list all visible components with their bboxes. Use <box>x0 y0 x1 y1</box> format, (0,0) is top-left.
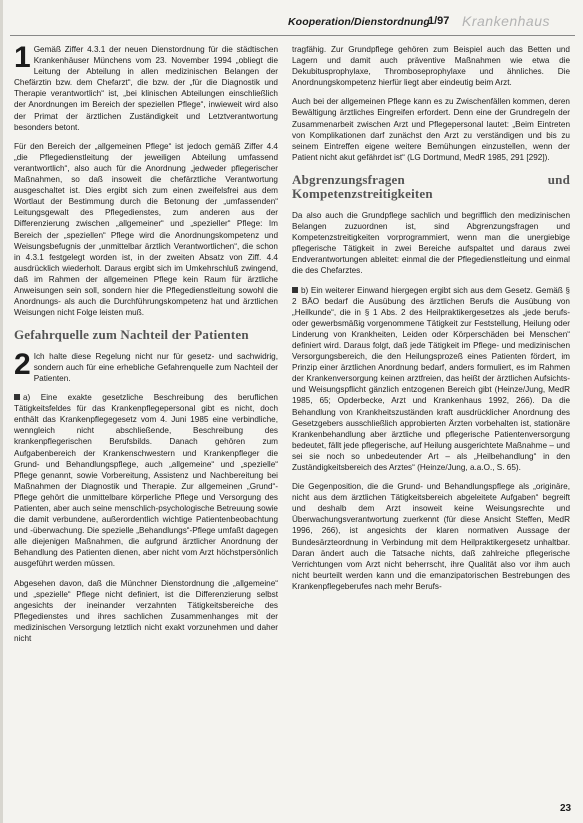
page-spine-shadow <box>0 0 3 823</box>
paragraph-text: a) Eine exakte gesetzliche Beschreibung des beruflichen Tätigkeitsfeldes für das Krankenpflegepersonal gibt es nicht, doch enthält das Krankenpflegegesetz vom 4. Juni 1985 eine verbindliche, wenngleich nicht abschließende, Beschreibung des krankenpflegerischen Berufsbilds. Danach gehören zum Aufgabenbereich der Krankenschwestern und Krankenpfleger die Grund- und Behandlungspflege, auch „allgemeine“ und „spezielle“ Pflege genannt, sowie Vorbereitung, Assistenz und Nachbereitung bei Maßnahmen der Diagnostik und Therapie. Zur allgemeinen „Grund“-Pflege gehört die unmittelbare körperliche Pflege und Versorgung des Patienten, aber auch seine menschlich-psychologische Betreuung sowie die damit verbundene, außerordentlich wichtige Patientenbeobachtung und -überwachung. Die spezielle „Behandlungs“-Pflege umfaßt dagegen alle diejenigen Maßnahmen, die aufgrund ärztlicher Anordnung der Behandlung des Patienten dienen, aber nicht vom Arzt höchstpersönlich ausgeführt werden müssen. <box>14 393 278 569</box>
square-bullet-icon <box>14 394 20 400</box>
paragraph <box>292 285 570 474</box>
left-column <box>14 41 278 652</box>
paragraph-text: Ich halte diese Regelung nicht nur für gesetz- und sachwidrig, sondern auch für eine erhebliche Gefahrenquelle zum Nachteil der Patienten. <box>33 351 278 383</box>
intro-paragraph <box>14 41 278 133</box>
header-journal-logo: Krankenhaus <box>462 13 551 29</box>
section-heading: Abgrenzungsfragen und Kompetenzstreitigkeiten <box>292 171 570 202</box>
drop-cap: 2 <box>14 347 31 381</box>
paragraph-text: b) Ein weiterer Einwand hiergegen ergibt sich aus dem Gesetz. Gemäß § 2 BÄO bedarf die Ausübung des ärztlichen Berufs die Ausübung von „Heilkunde“, die in § 1 Abs. 2 des Heilpraktikergesetzes als „jede berufs- oder gewerbsmäßig vorgenommene Tätigkeit zur Feststellung, Heilung oder Linderung von Krankheiten, Leiden oder Körperschäden bei Menschen“ definiert wird. Daraus folgt, daß jede Tätigkeit im Pflege- und medizinischen Versorgungsbereich, die den Heilungsprozeß eines Patienten fördert, im Prinzip einer ärztlichen Anordnung bedarf, anders formuliert, es im Rahmen der Krankenversorgung keinen arztfreien, das heißt der ärztlichen Aufsichts- und Weisungspflicht gänzlich entzogenen Bereich gibt (Heinze/Jung, MedR 1985, 65; Opderbecke, Arzt und Krankenhaus 1992, 266). Da die Behandlung von Krankheitszuständen kraft ausdrücklicher Anordnung des Gesetzgebers ausschließlich approbierten Ärzten vorbehalten ist, stationäre Krankenbehandlung aber ärztliche und pflegerische Patientenversorgung bedeutet, fällt jede pflegerische, auf Heilung ausgerichtete Maßnahme – und sei sie noch so unbedeutender Art – als „Heilbehandlung“ in den Zuständigkeitsbereich des Arztes“ (Heinze/Jung, a.a.O., S. 65). <box>292 285 570 472</box>
header-section-title: Kooperation/Dienstordnung <box>288 16 430 28</box>
paragraph: tragfähig. Zur Grundpflege gehören zum Beispiel auch das Betten und Lagern und damit auch präventive Maßnahmen wie etwa die Dekubitusprophylaxe, Thromboseprophylaxe und ähnliches. Die Anordnungskompetenz hierfür liegt aber eindeutig beim Arzt. <box>292 45 570 88</box>
square-bullet-icon <box>292 287 298 293</box>
right-column <box>292 44 570 600</box>
paragraph: Da also auch die Grundpflege sachlich und begrifflich den medizinischen Belangen zuzuordnen ist, sind Abgrenzungsfragen und Kompetenzstreitigkeiten vorprogrammiert, wenn man die unergiebige pflegerische Tätigkeit in zwei Bereiche aufspaltet und daraus zwei Endverantwortungen ableitet: einmal die der Pflegedienstleitung und einmal die des Chefarztes. <box>292 210 570 276</box>
paragraph <box>14 392 278 570</box>
section-heading: Gefahrquelle zum Nachteil der Patienten <box>14 327 249 343</box>
header-rule <box>10 35 575 36</box>
paragraph: Die Gegenposition, die die Grund- und Behandlungspflege als „originäre, nicht aus dem ärztlichen Tätigkeitsbereich abgeleitete Aufgaben“ begreift und deshalb dem Arzt insoweit keine Weisungsrechte und Überwachungsverantwortung zuerkennt (für diese Ansicht Steffen, MedR 1996, 266), ist angesichts der klaren normativen Aussage der Bundesärzteordnung in Verbindung mit dem Heilpraktikergesetz unhaltbar. Daran ändert auch die Tatsache nichts, daß zahlreiche pflegerische Verrichtungen vom Arzt nicht beherrscht, ihre Qualität also vor ihm auch nicht beurteilt werden kann und die emanzipatorischen Bestrebungen des Krankenpflegeberufes nach mehr Berufs- <box>292 482 570 591</box>
paragraph: Auch bei der allgemeinen Pflege kann es zu Zwischenfällen kommen, deren Bewältigung ärztliches Eingreifen erfordert. Denn eine der Grundregeln der Zusammenarbeit zwischen Arzt und Pflegepersonal lautet: „Beim Eintreten von Komplikationen darf zunächst den Arzt zu verständigen und bis zu seinem Eintreffen eigene weitere Bemühungen einzustellen, wenn der Patient nicht akut gefährdet ist“ (LG Dortmund, MedR 1985, 291 [292]). <box>292 97 570 162</box>
paragraph <box>14 347 278 384</box>
running-header <box>250 12 580 34</box>
paragraph: Abgesehen davon, daß die Münchner Dienstordnung die „allgemeine“ und „spezielle“ Pflege nicht definiert, ist die Differenzierung selbst angesichts der ineinander verzahnten Tätigkeitsbereiche des Pflegedienstes und ihres sachlichen Zusammenhanges mit der medizinischen Versorgung letztlich nicht exakt vorzunehmen und daher nicht <box>14 578 278 643</box>
header-issue-number: 1/97 <box>428 15 450 27</box>
drop-cap: 1 <box>14 41 31 74</box>
page-number: 23 <box>560 803 572 814</box>
paragraph: Für den Bereich der „allgemeinen Pflege“ ist jedoch gemäß Ziffer 4.4 „die Pflegedienstleitung der jeweiligen Abteilung umfassend verantwortlich“, also auch für die Anordnung „jedweder pflegerischer Maßnahmen, so daß insoweit die chefärztliche Verantwortung ausgeschaltet ist. Dies ergibt sich zum einen zweifelsfrei aus dem Wortlaut der Bestimmung durch die Betonung der „umfassenden“ Leitungsgewalt des Pflegedienstes, zum anderen aus der Differenzierung zwischen „allgemeiner“ und „spezieller“ Pflege: Im Bereich der „speziellen“ Pflege wird die Anordnungskompetenz und Weisungsbefugnis der „unmittelbar ärztlich Verantwortlichen“, die schon in 4.3.1 festgelegt worden ist, in der zweiten Absatz von Ziff. 4.4 ausdrücklich wiederholt. Daraus ergibt sich im Umkehrschluß zwingend, daß im Rahmen der allgemeinen Pflege kein Raum für ärztliche Anweisungen sein soll, sondern hier die Pflegedienstleitung sowohl die Anordnungs- als auch die Durchführungskompetenz hat und ärztlichen Weisungen nicht Folge leisten muß. <box>14 141 278 318</box>
intro-text: Gemäß Ziffer 4.3.1 der neuen Dienstordnung für die städtischen Krankenhäuser Münchens vom 23. November 1994 „obliegt die Leitung der Abteilung in allen medizinischen Belangen der Chefärztin bzw. dem Chefarzt“, die bzw. der „für die Diagnostik und Therapie verantwortlich“ ist, „bei klinischen Abteilungen einschließlich der Anordnungen im Bereich der speziellen Pflege“, inwieweit wird also der Primat der ärztlichen Zuständigkeit und Letztverantwortung besonders betont. <box>14 45 278 132</box>
